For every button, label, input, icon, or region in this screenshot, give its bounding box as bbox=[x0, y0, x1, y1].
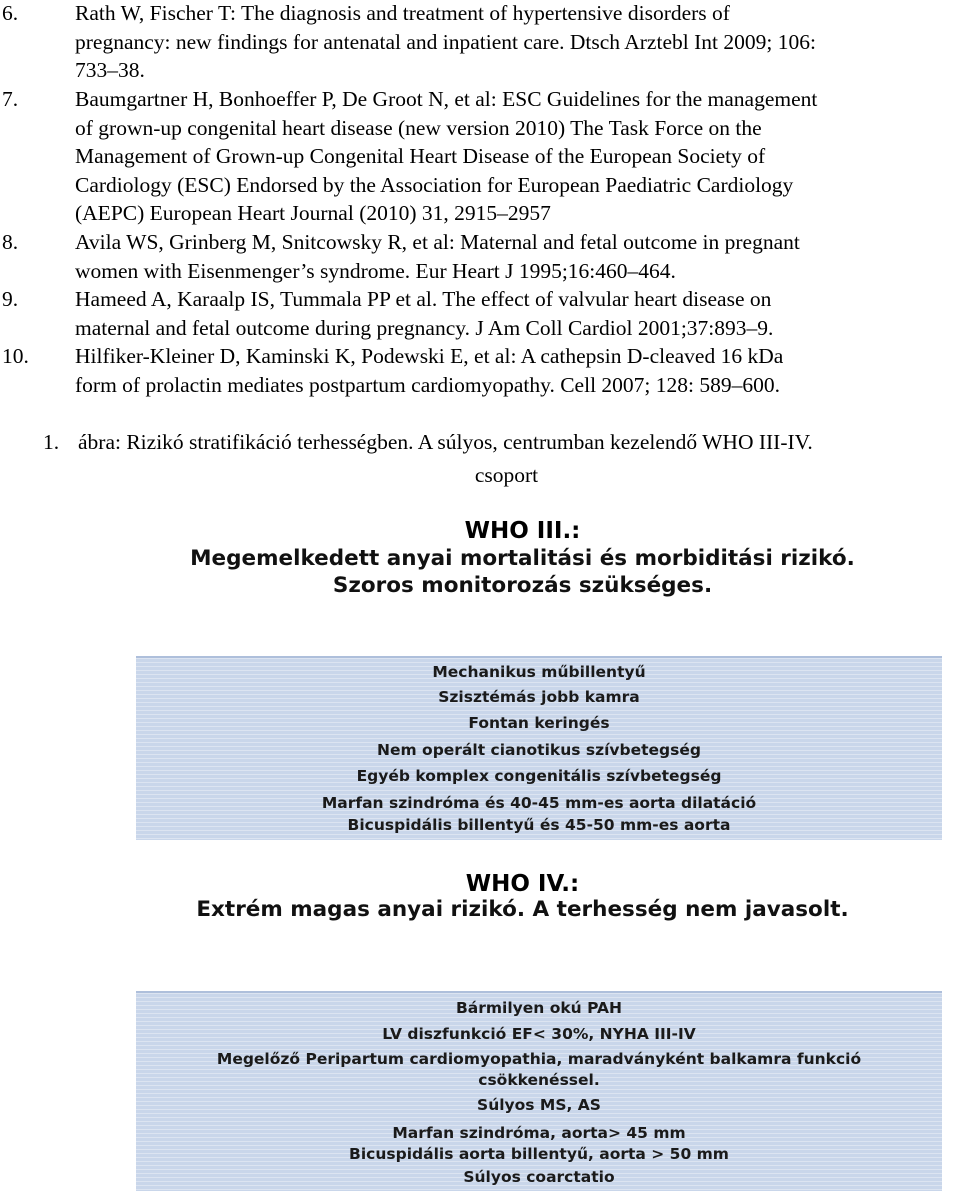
who3-condition: Fontan keringés bbox=[468, 714, 610, 732]
who3-condition: Marfan szindróma és 40-45 mm-es aorta dilatáció bbox=[321, 794, 757, 812]
reference-text bbox=[75, 342, 955, 399]
who4-condition: Bicuspidális aorta billentyű, aorta > 50 mm bbox=[349, 1145, 729, 1163]
reference-line: Hilfiker-Kleiner D, Kaminski K, Podewski E, et al: A cathepsin D-cleaved 16 kDa bbox=[75, 344, 784, 368]
reference-number: 7. bbox=[2, 87, 19, 111]
reference-text bbox=[75, 285, 955, 342]
reference-line: of grown-up congenital heart disease (new version 2010) The Task Force on the bbox=[75, 115, 762, 140]
who3-title: WHO III.: bbox=[464, 518, 581, 544]
reference-number: 9. bbox=[2, 287, 19, 311]
who4-condition: Megelőző Peripartum cardiomyopathia, maradványként balkamra funkció bbox=[216, 1050, 862, 1068]
reference-line: Hameed A, Karaalp IS, Tummala PP et al. The effect of valvular heart disease on bbox=[75, 287, 772, 311]
who3-condition-panel bbox=[136, 656, 942, 840]
reference-line: Cardiology (ESC) Endorsed by the Association for European Paediatric Cardiology bbox=[75, 172, 794, 197]
who4-condition: Súlyos coarctatio bbox=[463, 1168, 615, 1186]
reference-line: Rath W, Fischer T: The diagnosis and treatment of hypertensive disorders of bbox=[75, 1, 730, 25]
who4-title: WHO IV.: bbox=[465, 871, 580, 897]
who3-condition: Nem operált cianotikus szívbetegség bbox=[377, 741, 701, 759]
who4-condition: Marfan szindróma, aorta> 45 mm bbox=[392, 1124, 686, 1142]
reference-text bbox=[75, 0, 955, 85]
reference-line: women with Eisenmenger’s syndrome. Eur Heart J 1995;16:460–464. bbox=[75, 258, 676, 283]
who4-condition: csökkenéssel. bbox=[478, 1071, 600, 1089]
reference-line: pregnancy: new findings for antenatal and inpatient care. Dtsch Arztebl Int 2009; 106: bbox=[75, 29, 816, 54]
caption-line: ábra: Rizikó stratifikáció terhességben. A súlyos, centrumban kezelendő WHO III-IV. bbox=[78, 430, 813, 454]
reference-line: Avila WS, Grinberg M, Snitcowsky R, et al: Maternal and fetal outcome in pregnant bbox=[75, 230, 800, 254]
reference-line: form of prolactin mediates postpartum cardiomyopathy. Cell 2007; 128: 589–600. bbox=[75, 372, 780, 397]
reference-number: 6. bbox=[2, 1, 19, 25]
caption-line: csoport bbox=[474, 463, 539, 487]
who3-condition: Bicuspidális billentyű és 45-50 mm-es aorta bbox=[347, 816, 731, 834]
who3-condition: Mechanikus műbillentyű bbox=[432, 663, 646, 681]
who3-condition: Egyéb komplex congenitális szívbetegség bbox=[356, 767, 722, 785]
who3-description: Megemelkedett anyai mortalitási és morbiditási rizikó. bbox=[190, 546, 855, 571]
who3-condition: Szisztémás jobb kamra bbox=[438, 688, 640, 706]
reference-line: Baumgartner H, Bonhoeffer P, De Groot N, et al: ESC Guidelines for the management bbox=[75, 87, 818, 111]
reference-number: 10. bbox=[2, 344, 29, 368]
reference-text bbox=[75, 228, 955, 285]
reference-line: 733–38. bbox=[75, 58, 145, 83]
who4-condition: LV diszfunkció EF< 30%, NYHA III-IV bbox=[382, 1025, 696, 1043]
who4-condition: Súlyos MS, AS bbox=[477, 1096, 601, 1114]
reference-text bbox=[75, 85, 955, 228]
reference-line: Management of Grown-up Congenital Heart Disease of the European Society of bbox=[75, 144, 766, 169]
who3-description: Szoros monitorozás szükséges. bbox=[332, 573, 713, 598]
reference-line: maternal and fetal outcome during pregnancy. J Am Coll Cardiol 2001;37:893–9. bbox=[75, 315, 774, 340]
who4-description: Extrém magas anyai rizikó. A terhesség nem javasolt. bbox=[196, 897, 849, 922]
caption-number: 1. bbox=[43, 430, 60, 454]
who4-condition-panel bbox=[136, 991, 942, 1191]
who4-condition: Bármilyen okú PAH bbox=[455, 999, 623, 1017]
reference-number: 8. bbox=[2, 230, 19, 254]
reference-line: (AEPC) European Heart Journal (2010) 31, 2915–2957 bbox=[75, 201, 551, 226]
